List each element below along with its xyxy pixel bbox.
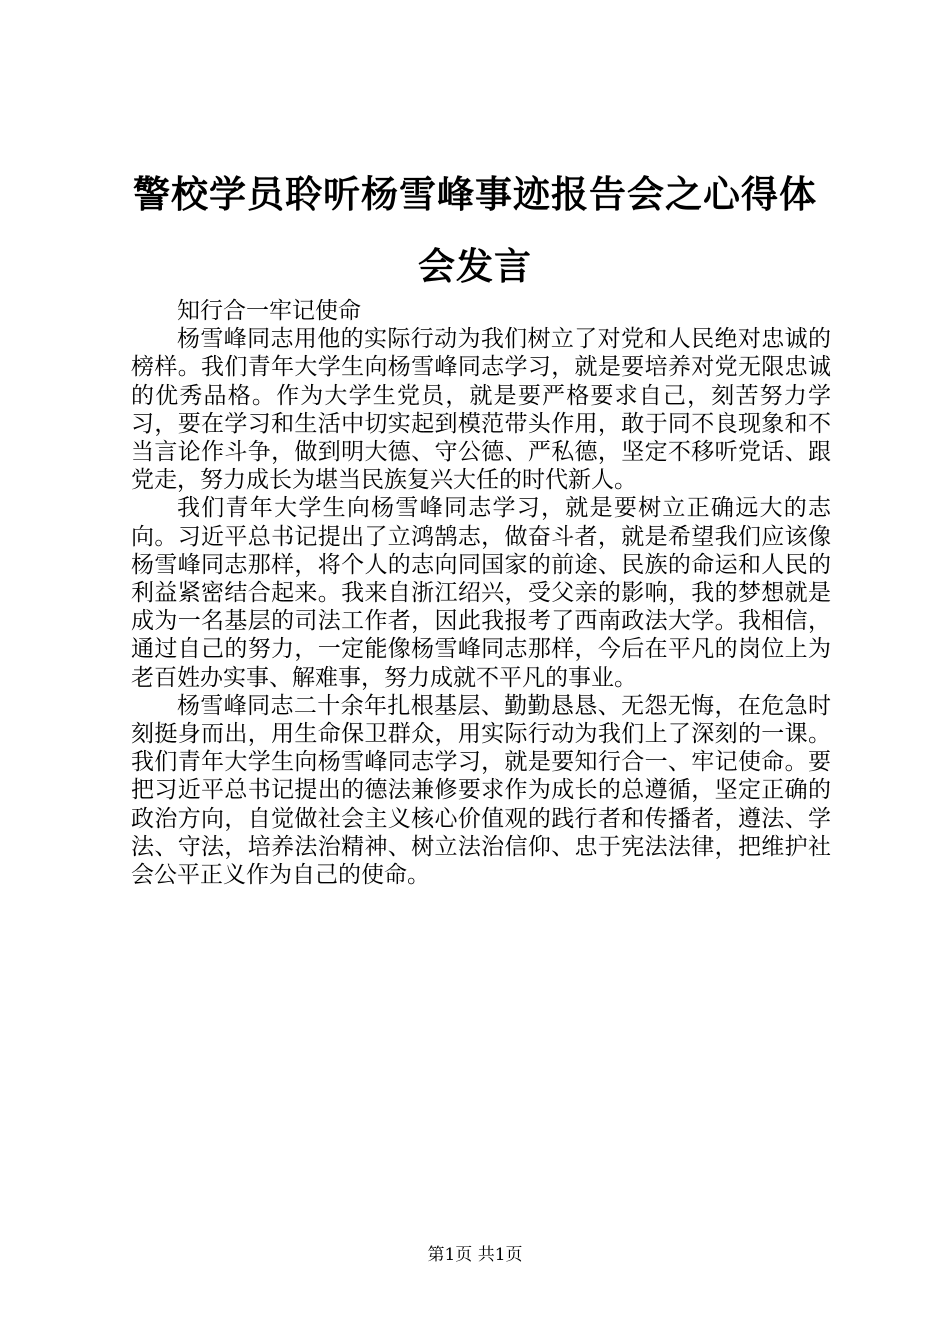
subtitle-paragraph: 知行合一牢记使命	[177, 298, 361, 324]
document-body	[131, 297, 831, 889]
body-paragraph: 杨雪峰同志用他的实际行动为我们树立了对党和人民绝对忠诚的榜样。我们青年大学生向杨雪峰同志学习，就是要培养对党无限忠诚的优秀品格。作为大学生党员，就是要严格要求自己，刻苦努力学习，要在学习和生活中切实起到模范带头作用，敢于同不良现象和不当言论作斗争，做到明大德、守公德、严私德，坚定不移听党话、跟党走，努力成长为堪当民族复兴大任的时代新人。	[131, 326, 831, 494]
body-paragraph: 我们青年大学生向杨雪峰同志学习，就是要树立正确远大的志向。习近平总书记提出了立鸿鹄志，做奋斗者，就是希望我们应该像杨雪峰同志那样，将个人的志向同国家的前途、民族的命运和人民的利益紧密结合起来。我来自浙江绍兴，受父亲的影响，我的梦想就是成为一名基层的司法工作者，因此我报考了西南政法大学。我相信，通过自己的努力，一定能像杨雪峰同志那样，今后在平凡的岗位上为老百姓办实事、解难事，努力成就不平凡的事业。	[131, 495, 831, 691]
page-footer: 第1页 共1页	[427, 1245, 523, 1265]
body-paragraph: 杨雪峰同志二十余年扎根基层、勤勤恳恳、无怨无悔，在危急时刻挺身而出，用生命保卫群众，用实际行动为我们上了深刻的一课。我们青年大学生向杨雪峰同志学习，就是要知行合一、牢记使命。要把习近平总书记提出的德法兼修要求作为成长的总遵循，坚定正确的政治方向，自觉做社会主义核心价值观的践行者和传播者，遵法、学法、守法，培养法治精神、树立法治信仰、忠于宪法法律，把维护社会公平正义作为自己的使命。	[131, 692, 831, 889]
document-title: 警校学员聆听杨雪峰事迹报告会之心得体会发言	[133, 172, 817, 288]
